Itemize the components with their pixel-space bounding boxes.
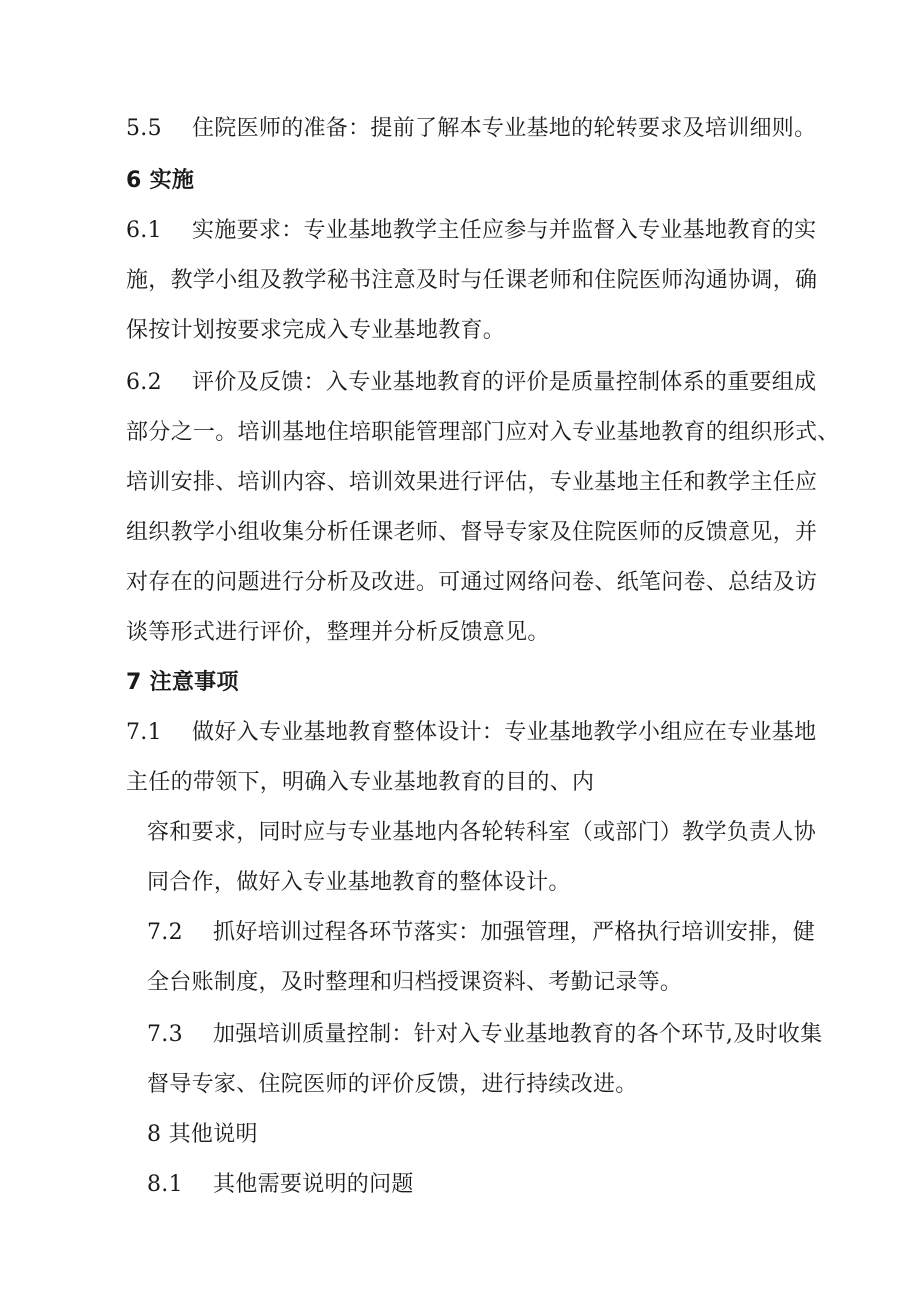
- section-6-2-line-2: 部分之一。培训基地住培职能管理部门应对入专业基地教育的组织形式、: [126, 420, 840, 445]
- section-number: 5.5: [126, 116, 162, 141]
- section-number: 6.2: [126, 370, 162, 395]
- paragraph-text: 实施要求：专业基地教学主任应参与并监督入专业基地教育的实: [192, 218, 817, 243]
- section-6-2-line-4: 组织教学小组收集分析任课老师、督导专家及住院医师的反馈意见，并: [126, 520, 818, 545]
- section-7-1-line-1: [126, 718, 816, 748]
- paragraph-text: 抓好培训过程各环节落实：加强管理，严格执行培训安排，健: [213, 920, 816, 945]
- section-5-5-line-1: [126, 114, 816, 144]
- section-7-1-line-3: 容和要求，同时应与专业基地内各轮转科室（或部门）教学负责人协: [147, 820, 817, 845]
- paragraph-text: 加强培训质量控制：针对入专业基地教育的各个环节,及时收集: [213, 1022, 823, 1047]
- section-7-2-line-2: 全台账制度，及时整理和归档授课资料、考勤记录等。: [147, 970, 683, 995]
- section-heading-6: 6 实施: [126, 168, 195, 193]
- section-7-2-line-1: [147, 918, 815, 948]
- section-number: 6.1: [126, 218, 162, 243]
- section-7-1-line-4: 同合作，做好入专业基地教育的整体设计。: [147, 870, 571, 895]
- section-6-2-line-1: [126, 368, 816, 398]
- section-6-1-line-3: 保按计划按要求完成入专业基地教育。: [126, 318, 506, 343]
- paragraph-text: 其他需要说明的问题: [213, 1172, 414, 1197]
- paragraph-text: 做好入专业基地教育整体设计：专业基地教学小组应在专业基地: [192, 720, 817, 745]
- section-number: 7.3: [147, 1022, 183, 1047]
- section-7-3-line-2: 督导专家、住院医师的评价反馈，进行持续改进。: [147, 1072, 638, 1097]
- paragraph-text: 评价及反馈：入专业基地教育的评价是质量控制体系的重要组成: [192, 370, 817, 395]
- section-6-2-line-3: 培训安排、培训内容、培训效果进行评估，专业基地主任和教学主任应: [126, 470, 818, 495]
- section-6-1-line-1: [126, 216, 816, 246]
- section-6-2-line-6: 谈等形式进行评价，整理并分析反馈意见。: [126, 620, 550, 645]
- section-7-1-line-2: 主任的带领下，明确入专业基地教育的目的、内: [126, 770, 595, 795]
- section-number: 8.1: [147, 1172, 183, 1197]
- section-6-1-line-2: 施，教学小组及教学秘书注意及时与任课老师和住院医师沟通协调，确: [126, 268, 818, 293]
- section-heading-8: 8 其他说明: [147, 1122, 258, 1147]
- section-7-3-line-1: [147, 1020, 822, 1050]
- section-6-2-line-5: 对存在的问题进行分析及改进。可通过网络问卷、纸笔问卷、总结及访: [126, 570, 818, 595]
- section-8-1-line-1: [147, 1170, 414, 1200]
- section-heading-7: 7 注意事项: [126, 670, 239, 695]
- paragraph-text: 住院医师的准备：提前了解本专业基地的轮转要求及培训细则。: [192, 116, 817, 141]
- section-number: 7.2: [147, 920, 183, 945]
- section-number: 7.1: [126, 720, 162, 745]
